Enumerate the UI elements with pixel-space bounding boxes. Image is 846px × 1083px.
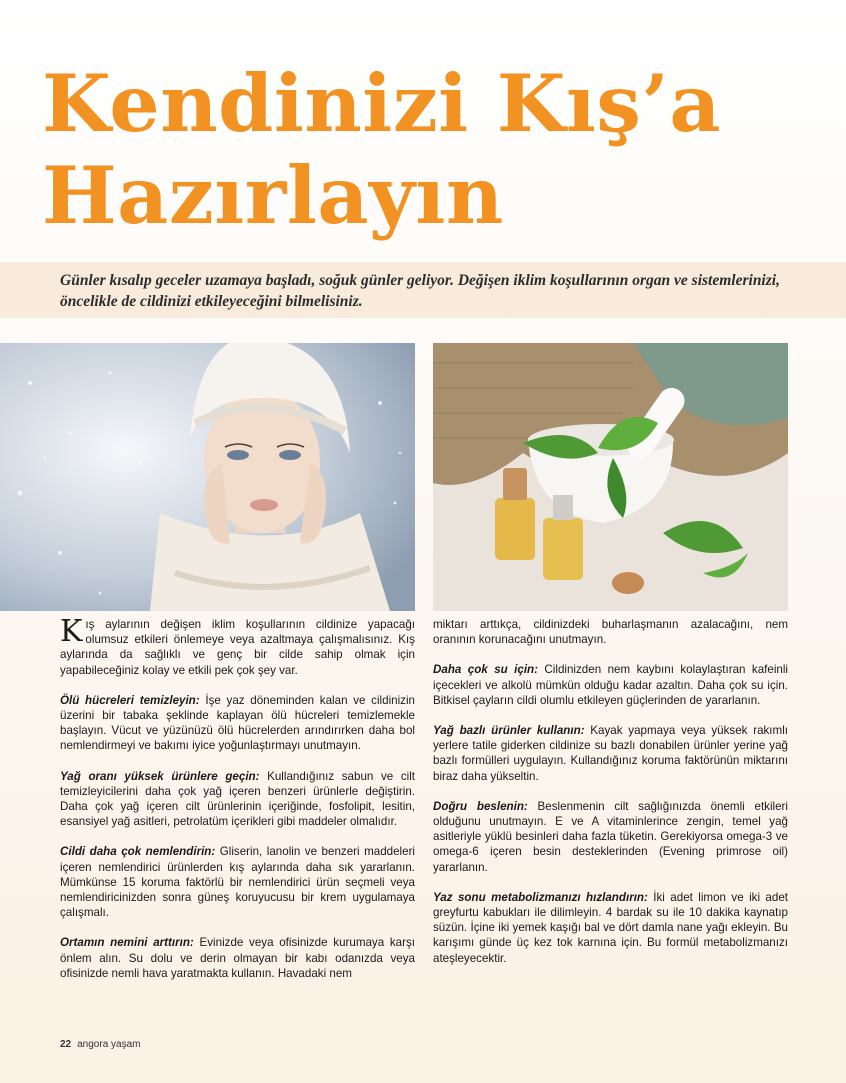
article-column-left [60,614,416,996]
section-text: İşe yaz döneminden kalan ve cildinizin üzerini bir tabaka şeklinde kaplayan ölü hücreleri temizlemekle başlayın. Vücut ve yüzünüzü ölü hücrelerden arındırırken daha bol nemlendirmeyi ve bakımı iyice yoğunlaştırmayı unutmayın. [60,693,415,753]
section-text: Evinizde veya ofisinizde kurumaya karşı önlem alın. Su dolu ve derin olmayan bir kabı odanızda veya ofisinizde nemli hava yaratmakta kullanın. Havadaki nem [60,936,416,980]
section-heading: Daha çok su için: [433,663,538,677]
section-paragraph [433,723,788,784]
woman-winter-photo [0,343,415,611]
section-text: Beslenmenin cilt sağlığınızda önemli etkileri olduğunu unutmayın. E ve A vitaminlerince zengin, temel yağ asitleriyle yüklü besinleri daha fazla tüketin. Gerekiyorsa omega-3 ve omega-6 içeren besin desteklerinden (Evening primrose oil) yararlanın. [433,799,788,874]
section-heading: Yağ oranı yüksek ürünlere geçin: [60,769,260,783]
section-heading: Cildi daha çok nemlendirin: [60,845,216,859]
section-heading: Yaz sonu metabolizmanızı hızlandırın: [433,890,648,904]
section-heading: Doğru beslenin: [433,799,528,813]
section-paragraph [60,769,415,830]
section-paragraph [433,799,788,875]
intro-paragraph [60,614,415,678]
title-line-1: Kendinizi Kış’a [42,57,722,150]
section-heading: Yağ bazlı ürünler kullanın: [433,724,585,738]
article-title [42,58,822,242]
magazine-name: angora yaşam [77,1039,141,1050]
section-heading: Ölü hücreleri temizleyin: [60,693,200,707]
section-text: İki adet limon ve iki adet greyfurtu kabukları ile dilimleyin. 4 bardak su ile 10 dakika kaynatıp süzün. İçine iki yemek kaşığı bal ve dört damla nane yağı ekleyin. Bu karışımı günde üç kez tok karnına için. Bu formül metabolizmanızı ateşleyecektir. [433,890,789,965]
section-text: Gliserin, lanolin ve benzeri maddeleri içeren nemlendirici ürünlerden kış aylarında daha sık yararlanın. Mümkünse 15 koruma faktörlü bir nemlendirici ürün seçmeli veya nemlendiricinizden sonra güneş koruyucusu bir krem uygulamaya çalışmalı. [60,845,415,920]
title-line-2: Hazırlayın [42,149,504,242]
page-footer [60,1039,141,1050]
section-text: Cildinizden nem kaybını kolaylaştıran kafeinli içecekleri ve alkolü mümkün olduğu kadar azaltın. Daha çok su için. Bitkisel çayların cildi olumlu etkileyen güçlerinden de yararlanın. [433,663,788,707]
page-number: 22 [60,1039,72,1050]
article-subtitle: Günler kısalıp geceler uzamaya başladı, soğuk günler geliyor. Değişen iklim koşullarının organ ve sistemlerinizi, öncelikle de cildinizi etkileyeceğini bilmelisiniz. [60,272,780,310]
section-paragraph [60,844,415,920]
continuation-paragraph: miktarı arttıkça, cildinizdeki buharlaşmanın azalacağını, nem oranının korunacağını unutmayın. [433,618,788,647]
section-heading: Ortamın nemini arttırın: [60,936,194,950]
drop-cap: K [60,614,83,649]
herbal-oils-photo [433,343,788,611]
section-paragraph [433,890,788,966]
section-paragraph [60,935,415,981]
intro-text: ış aylarının değişen iklim koşullarının cildinize yapacağı olumsuz etkileri önlemeye veya azaltmaya çalışmalısınız. Kış aylarında da sağlıklı ve genç bir cilde sahip olmak için yapabileceğiniz kolay ve etkili pek çok şey var. [60,618,415,677]
section-paragraph [60,693,415,754]
section-text: Kullandığınız sabun ve cilt temizleyicilerini daha çok yağ içeren benzeri ürünlerle değiştirin. Daha çok yağ içeren cilt ürünlerinin içeriğinde, fosfolipit, lesitin, esansiyel yağ asitleri, petrolatüm içerikleri gibi maddeler olmalıdır. [60,769,415,829]
article-column-right [433,617,788,981]
section-text: Kayak yapmaya veya yüksek rakımlı yerlere tatile giderken cildinize su bazlı donabilen ürünler yerine yağ bazlı formülleri uygulayın. Kullandığınız koruma faktörünün miktarını biraz daha yükseltin. [433,724,788,783]
section-paragraph [433,662,788,708]
